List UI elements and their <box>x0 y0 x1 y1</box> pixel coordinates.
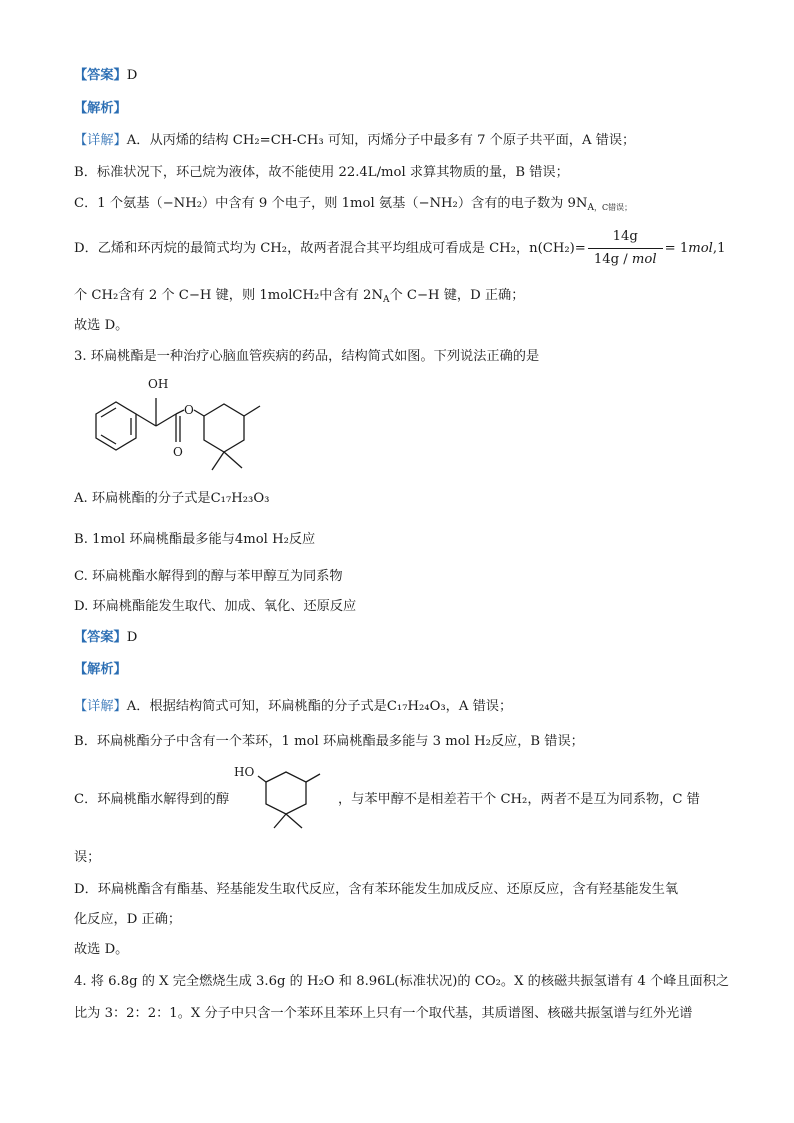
q2-answer-line <box>74 66 137 86</box>
fraction: $\frac{14g}{\text{14g / mol}}$ <box>588 226 663 271</box>
answer-value: D <box>126 68 138 83</box>
answer-value: D <box>126 630 138 645</box>
detail-tag: 【详解】 <box>74 133 127 148</box>
q3-detail-c2: 误； <box>74 850 101 865</box>
q2-analysis-tag: 【解析】 <box>74 101 127 116</box>
q2-conclusion: 故选 D。 <box>74 318 129 333</box>
q2-detail-a: 【详解】A．从丙烯的结构 CH₂=CH-CH₃ 可知，丙烯分子中最多有 7 个原子共平面，A 错误； <box>74 133 636 148</box>
q3-detail-a: 【详解】A．根据结构简式可知，环扁桃酯的分子式是C₁₇H₂₄O₃，A 错误； <box>74 699 513 714</box>
q3-stem: 3. 环扁桃酯是一种治疗心脑血管疾病的药品，结构简式如图。下列说法正确的是 <box>74 349 540 364</box>
oh-label: OH <box>148 377 169 391</box>
q3-option-d: D. 环扁桃酯能发生取代、加成、氧化、还原反应 <box>74 599 357 614</box>
q3-detail-c-post: ，与苯甲醇不是相差若干个 CH₂，两者不是互为同系物，C 错 <box>338 792 700 807</box>
q3-option-a: A. 环扁桃酯的分子式是C₁₇H₂₃O₃ <box>74 491 270 506</box>
q3-option-c: C. 环扁桃酯水解得到的醇与苯甲醇互为同系物 <box>74 569 343 584</box>
q3-detail-b: B．环扁桃酯分子中含有一个苯环，1 mol 环扁桃酯最多能与 3 mol H₂反应，B 错误； <box>74 734 584 749</box>
q3-detail-d2: 化反应，D 正确； <box>74 912 182 927</box>
q3-conclusion: 故选 D。 <box>74 942 129 957</box>
detail-tag: 【详解】 <box>74 699 127 714</box>
q2-detail-c: C．1 个氨基（−NH₂）中含有 9 个电子，则 1mol 氨基（−NH₂）含有的电子数为 $9N_{A,C错误;}$ <box>74 196 633 213</box>
ester-o-label: O <box>184 403 194 417</box>
q3-answer-line <box>74 628 137 648</box>
q4-line1: 4. 将 6.8g 的 X 完全燃烧生成 3.6g 的 H₂O 和 8.96L(标准状况)的 CO₂。X 的核磁共振氢谱有 4 个峰且面积之 <box>74 974 730 989</box>
ho-label: HO <box>234 765 255 779</box>
answer-tag: 【答案】 <box>74 68 127 83</box>
q4-line2: 比为 3：2：2：1。X 分子中只含一个苯环且苯环上只有一个取代基，其质谱图、核磁共振氢谱与红外光谱 <box>74 1006 693 1021</box>
q3-option-b: B. 1mol 环扁桃酯最多能与4mol H₂反应 <box>74 532 316 547</box>
alcohol-structure <box>234 762 334 834</box>
answer-tag: 【答案】 <box>74 630 127 645</box>
q2-detail-d: D．乙烯和环丙烷的最简式均为 CH₂，故两者混合其平均组成可看成是 CH₂，n(CH₂)= $\frac{14g}{\text{14g / mol}}$ = 1mol,1 <box>74 226 726 271</box>
q3-detail-d1: D．环扁桃酯含有酯基、羟基能发生取代反应，含有苯环能发生加成反应、还原反应，含有羟基能发生氧 <box>74 882 679 897</box>
q2-detail-b: B．标准状况下，环己烷为液体，故不能使用 22.4L/mol 求算其物质的量，B 错误； <box>74 165 569 180</box>
q3-detail-c-pre: C．环扁桃酯水解得到的醇 <box>74 792 230 807</box>
carbonyl-o-label: O <box>173 445 183 459</box>
cyclandelate-structure <box>70 372 300 482</box>
q3-analysis-tag: 【解析】 <box>74 662 127 677</box>
q2-detail-d2: 个 CH₂含有 2 个 C−H 键，则 1molCH₂中含有 $2N_A$个 C−H 键，D 正确； <box>74 288 525 305</box>
